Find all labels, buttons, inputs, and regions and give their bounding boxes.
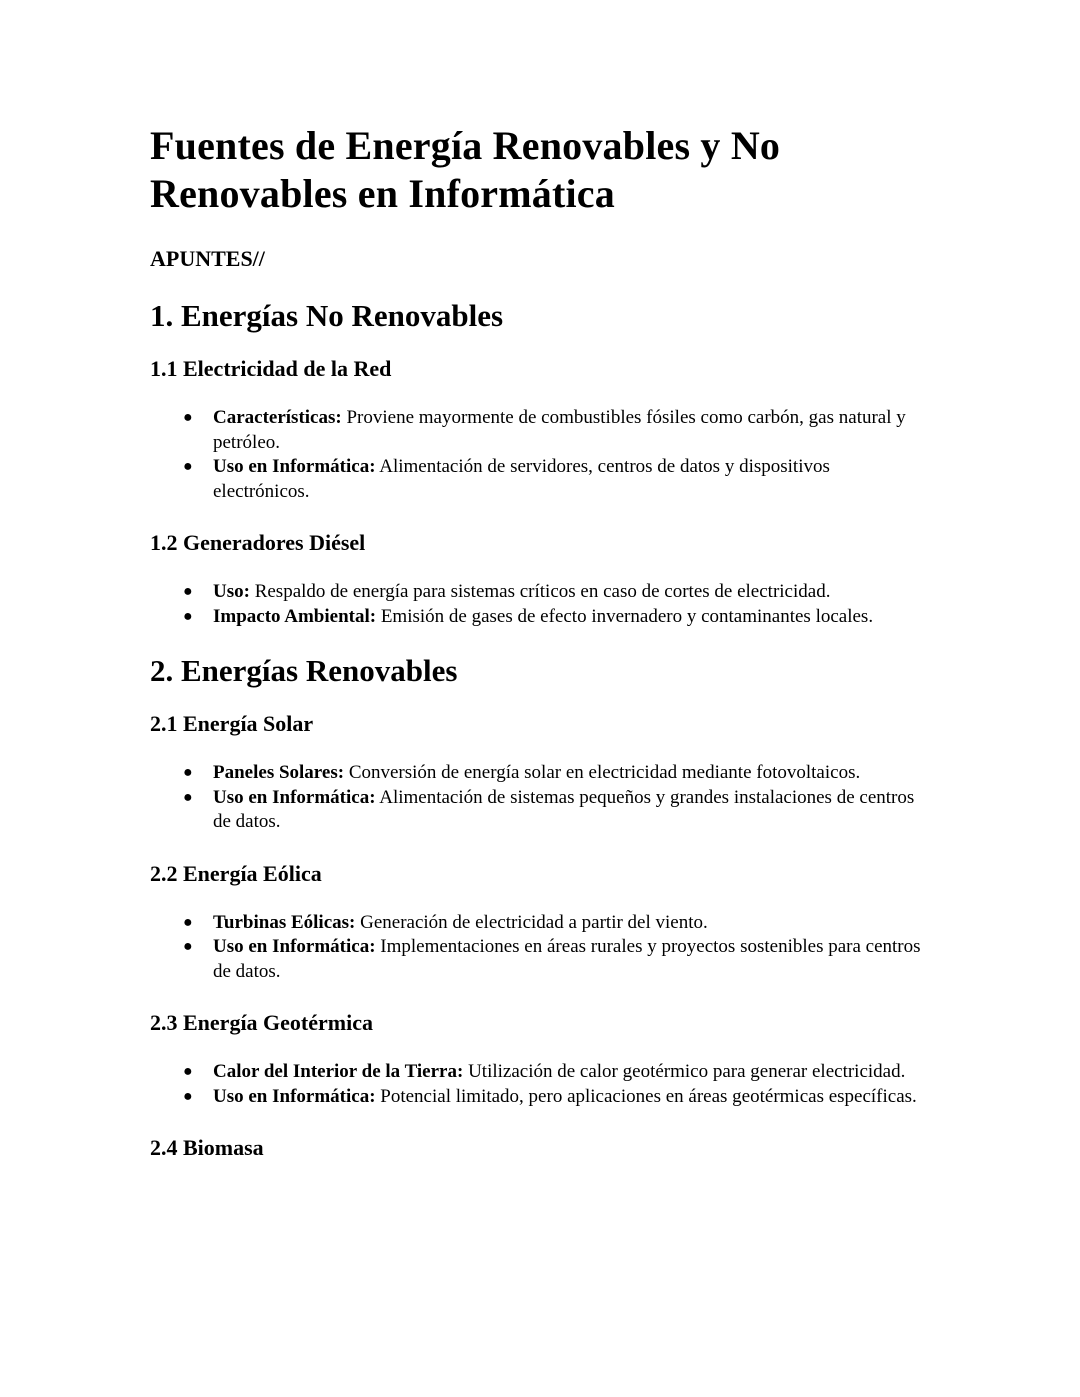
item-label: Uso en Informática: [213,786,376,808]
item-text: Utilización de calor geotérmico para generar electricidad. [463,1061,906,1082]
bullet-icon: ● [183,764,193,781]
bullet-icon: ● [183,1063,193,1080]
item-text: Generación de electricidad a partir del viento. [355,911,708,933]
bullet-icon: ● [183,1087,193,1105]
subsection-heading-energia-geotermica: 2.3 Energía Geotérmica [150,1010,373,1035]
bullet-list-generadores-diesel [150,580,930,629]
list-item [150,935,930,984]
list-item [150,761,930,786]
document-subtitle: APUNTES// [150,246,265,271]
document-title: Fuentes de Energía Renovables y No Renovables en Informática [150,123,781,216]
item-label: Uso en Informática: [213,456,376,477]
bullet-list-electricidad-red [150,406,930,504]
item-text: Alimentación de sistemas pequeños y grandes instalaciones de centros de datos. [213,786,915,832]
subsection-heading-energia-solar: 2.1 Energía Solar [150,711,314,736]
bullet-list-energia-geotermica [150,1060,930,1109]
list-item [150,605,930,630]
list-item [150,406,930,455]
bullet-icon: ● [183,409,193,426]
item-text: Implementaciones en áreas rurales y proyectos sostenibles para centros de datos. [213,936,921,982]
bullet-list-energia-solar [150,761,930,835]
list-item [150,580,930,605]
item-label: Paneles Solares: [213,762,345,783]
item-label: Uso en Informática: [213,1085,376,1107]
list-item [150,786,930,835]
section-heading-renovables: 2. Energías Renovables [150,653,458,688]
item-label: Turbinas Eólicas: [213,911,356,933]
bullet-icon: ● [183,938,193,955]
list-item [150,1085,930,1110]
item-text: Conversión de energía solar en electricidad mediante fotovoltaicos. [344,762,861,783]
list-item [150,455,930,504]
subsection-heading-biomasa: 2.4 Biomasa [150,1135,264,1160]
bullet-icon: ● [183,583,193,600]
bullet-list-energia-eolica [150,911,930,985]
bullet-icon: ● [183,913,193,931]
item-text: Potencial limitado, pero aplicaciones en áreas geotérmicas específicas. [375,1085,917,1107]
item-text: Proviene mayormente de combustibles fósiles como carbón, gas natural y petróleo. [213,407,906,453]
item-label: Uso: [213,581,250,602]
list-item [150,911,930,936]
item-label: Impacto Ambiental: [213,605,377,627]
item-label: Características: [213,407,342,428]
list-item [150,1060,930,1085]
document-page [150,122,930,1161]
section-heading-no-renovables: 1. Energías No Renovables [150,298,504,333]
bullet-icon: ● [183,788,193,806]
bullet-icon: ● [183,458,193,475]
item-text: Respaldo de energía para sistemas críticos en caso de cortes de electricidad. [249,581,831,602]
subsection-heading-energia-eolica: 2.2 Energía Eólica [150,860,322,886]
subsection-heading-generadores-diesel: 1.2 Generadores Diésel [150,530,366,555]
item-label: Uso en Informática: [213,936,376,957]
item-label: Calor del Interior de la Tierra: [213,1061,464,1082]
subsection-heading-electricidad-red: 1.1 Electricidad de la Red [150,356,392,381]
item-text: Alimentación de servidores, centros de datos y dispositivos electrónicos. [213,456,830,502]
item-text: Emisión de gases de efecto invernadero y contaminantes locales. [376,605,874,627]
bullet-icon: ● [183,607,193,625]
